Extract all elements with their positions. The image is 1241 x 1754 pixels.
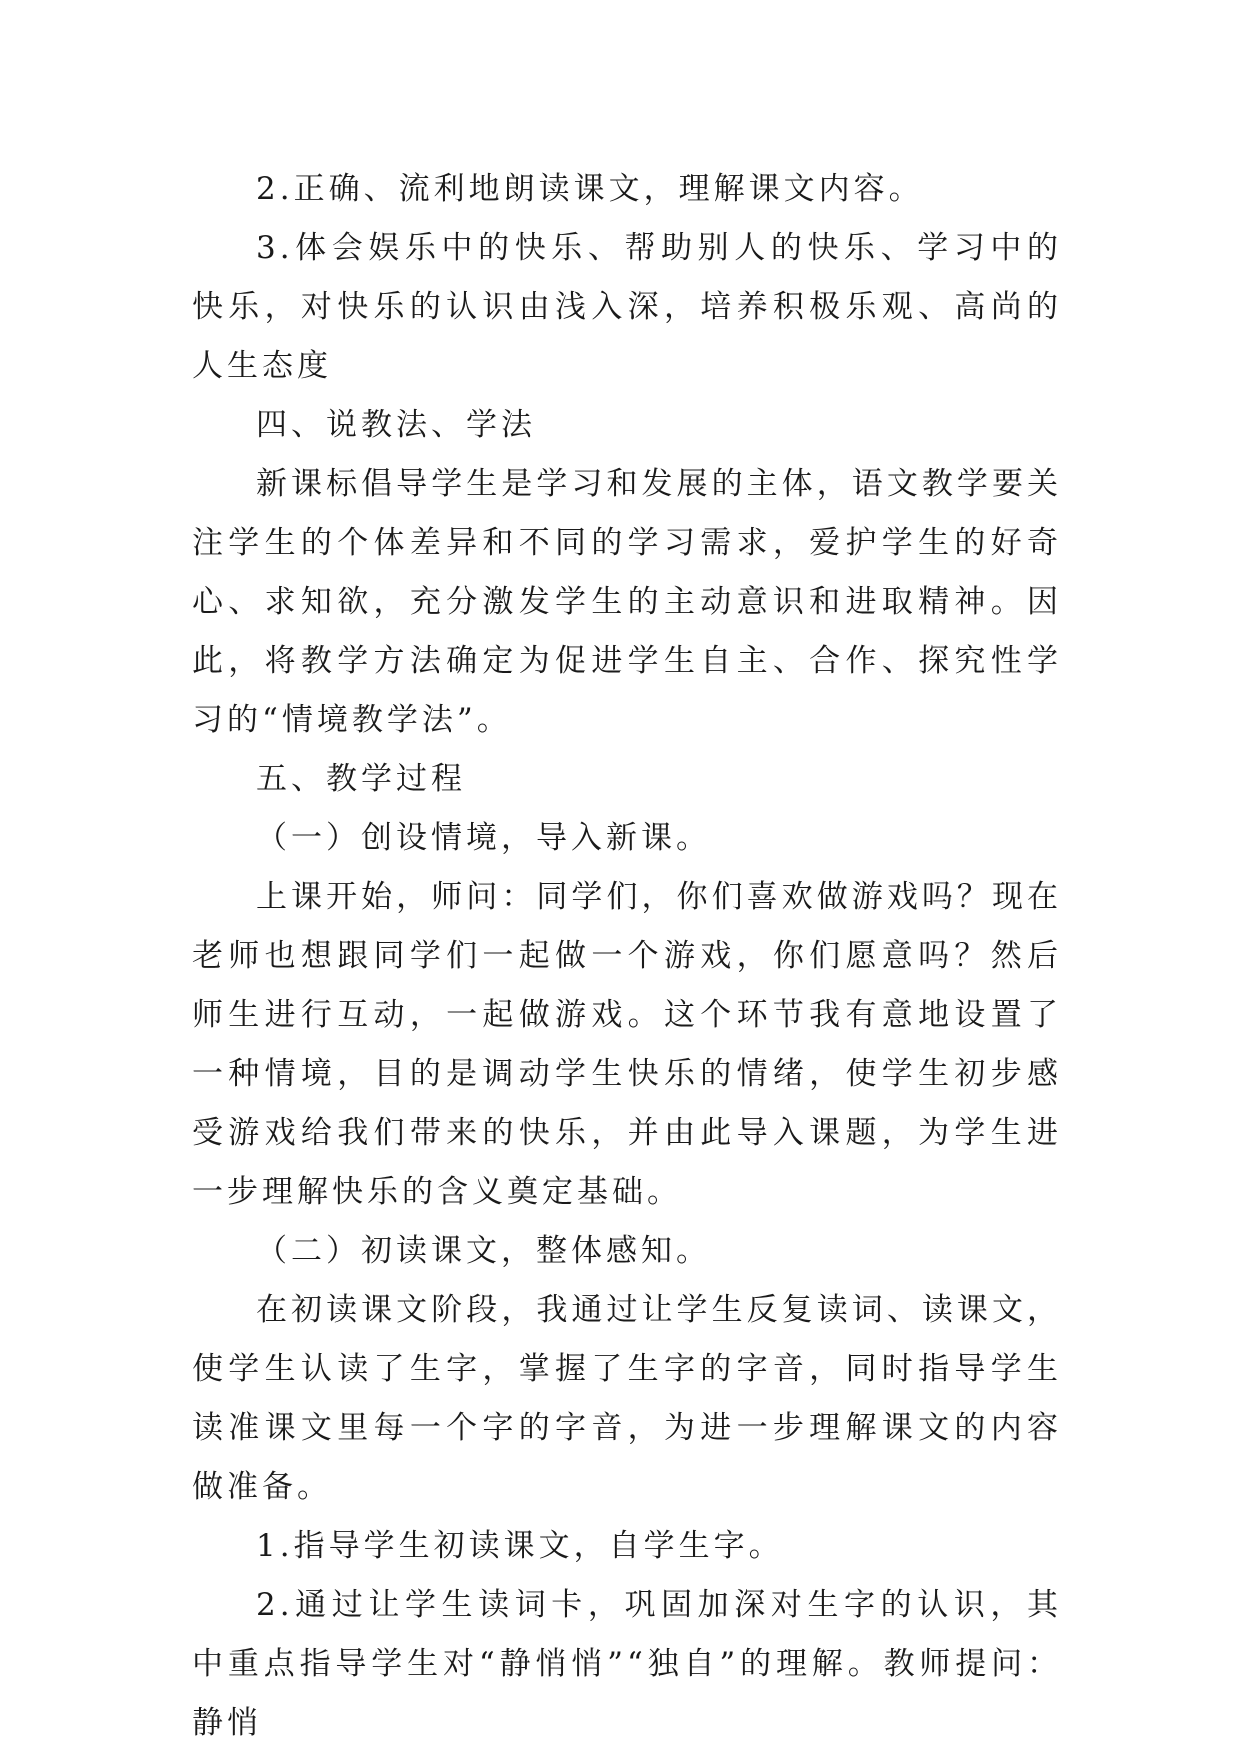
paragraph-step-2: 在初读课文阶段，我通过让学生反复读词、读课文，使学生认读了生字，掌握了生字的字音，同时指导学生读准课文里每一个字的字音，为进一步理解课文的内容做准备。 <box>192 1292 1062 1505</box>
paragraph-objective-3: 3.体会娱乐中的快乐、帮助别人的快乐、学习中的快乐，对快乐的认识由浅入深，培养积极乐观、高尚的人生态度 <box>192 230 1062 384</box>
paragraph-step-1: 上课开始，师问：同学们，你们喜欢做游戏吗？现在老师也想跟同学们一起做一个游戏，你们愿意吗？然后师生进行互动，一起做游戏。这个环节我有意地设置了一种情境，目的是调动学生快乐的情绪，使学生初步感受游戏给我们带来的快乐，并由此导入课题，为学生进一步理解快乐的含义奠定基础。 <box>192 879 1062 1210</box>
subheading-step-2: （二）初读课文，整体感知。 <box>256 1233 711 1269</box>
document-body <box>192 160 1062 1753</box>
subheading-step-1: （一）创设情境，导入新课。 <box>256 820 711 856</box>
paragraph-methods: 新课标倡导学生是学习和发展的主体，语文教学要关注学生的个体差异和不同的学习需求，爱护学生的好奇心、求知欲，充分激发学生的主动意识和进取精神。因此，将教学方法确定为促进学生自主、合作、探究性学习的“情境教学法”。 <box>192 466 1062 738</box>
section-heading-methods: 四、说教法、学法 <box>256 407 536 443</box>
paragraph-objective-2: 2.正确、流利地朗读课文，理解课文内容。 <box>256 171 924 207</box>
list-item-2: 2.通过让学生读词卡，巩固加深对生字的认识，其中重点指导学生对“静悄悄”“独自”的理解。教师提问：静悄 <box>192 1587 1062 1741</box>
list-item-1: 1.指导学生初读课文，自学生字。 <box>256 1528 784 1564</box>
section-heading-process: 五、教学过程 <box>256 761 466 797</box>
